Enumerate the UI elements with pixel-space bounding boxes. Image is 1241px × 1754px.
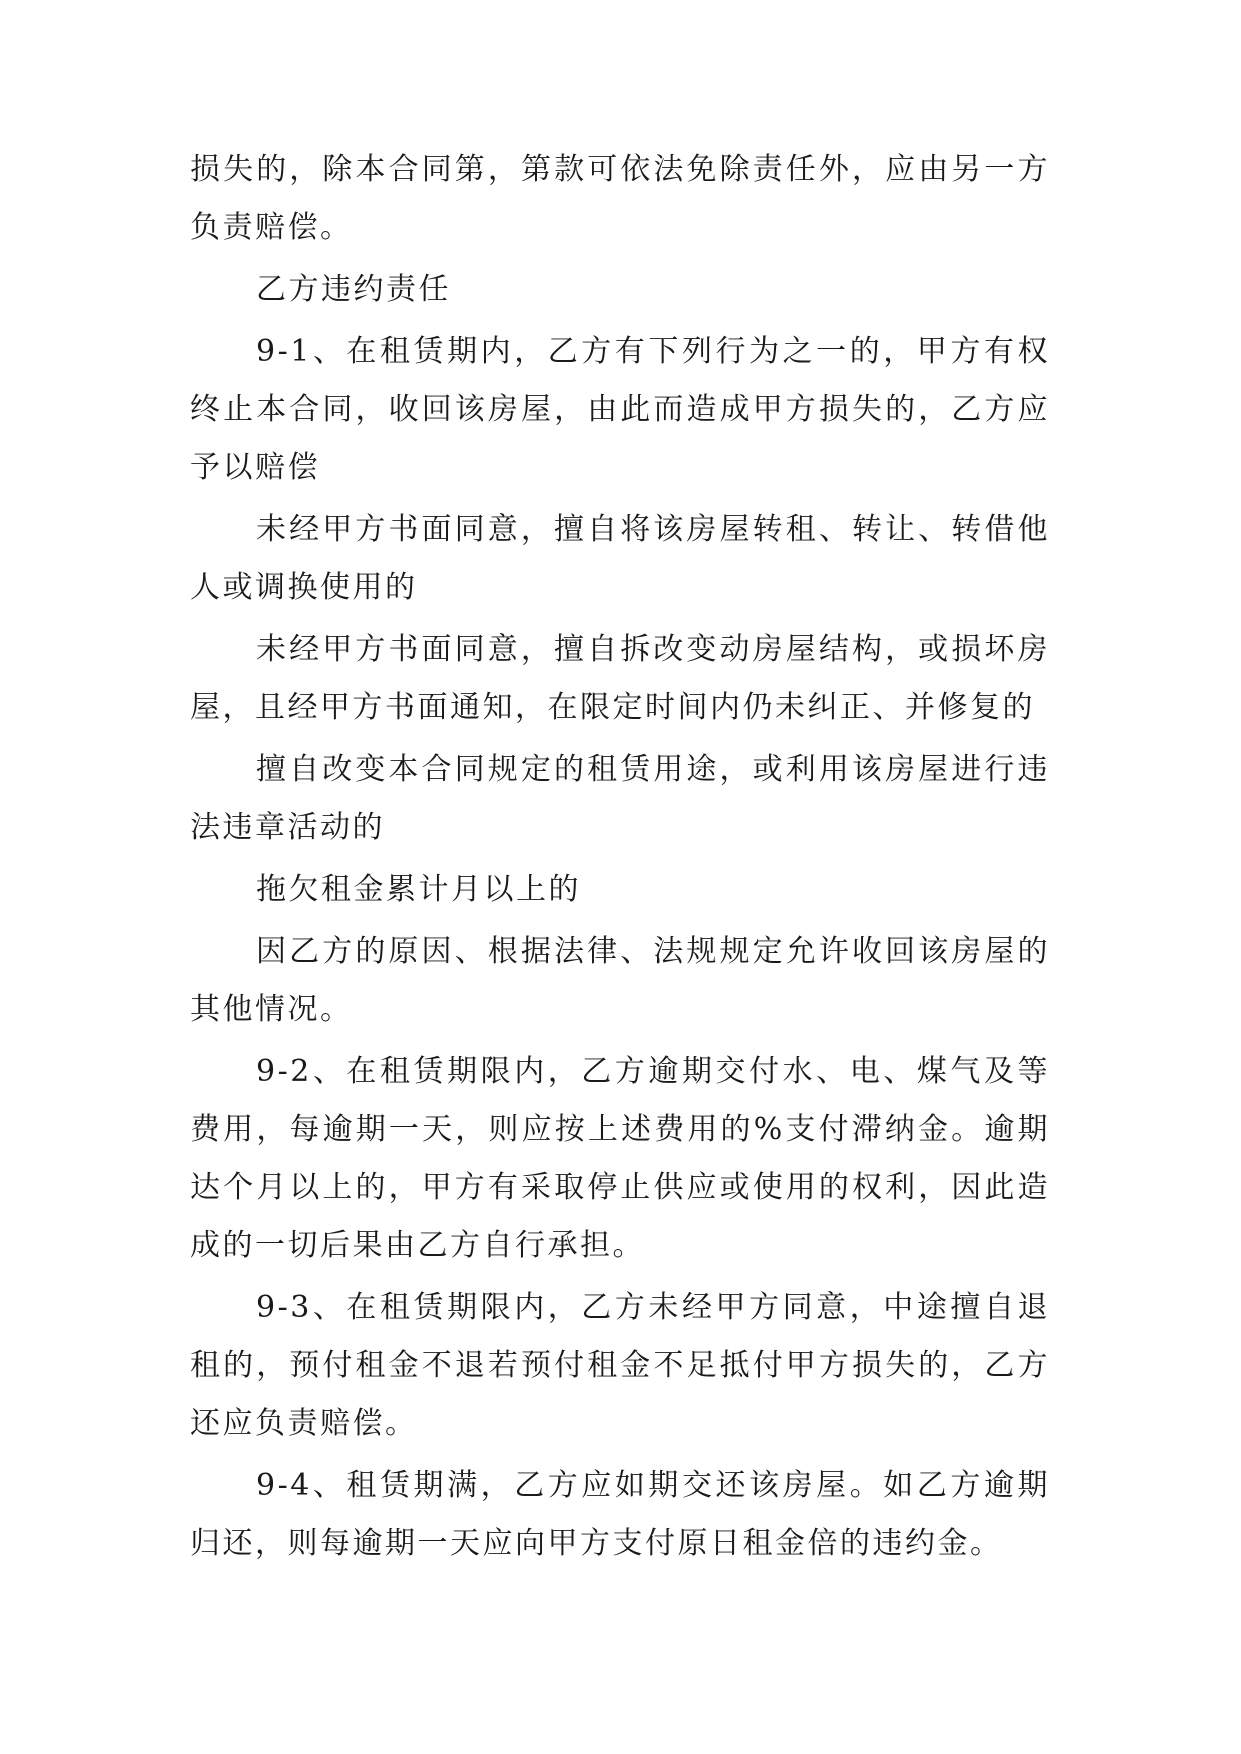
clause-item	[190, 861, 1050, 919]
clause-item	[190, 621, 1050, 737]
text-line: 乙方违约责任	[256, 272, 451, 307]
clause-item	[190, 501, 1050, 617]
clause-item	[190, 741, 1050, 857]
section-heading	[190, 261, 1050, 319]
text-line: 租的，预付租金不退若预付租金不足抵付甲方损失的，乙方	[190, 1348, 1050, 1383]
text-line: 予以赔偿	[190, 450, 320, 485]
text-line: 9-3、在租赁期限内，乙方未经甲方同意，中途擅自退	[256, 1290, 1050, 1325]
text-line: 9-2、在租赁期限内，乙方逾期交付水、电、煤气及等	[256, 1054, 1050, 1089]
text-line: 终止本合同，收回该房屋，由此而造成甲方损失的，乙方应	[190, 392, 1050, 427]
clause-item	[190, 923, 1050, 1039]
clause-9-2	[190, 1043, 1050, 1275]
text-line: 损失的，除本合同第，第款可依法免除责任外，应由另一方	[190, 152, 1050, 187]
text-line: 屋，且经甲方书面通知，在限定时间内仍未纠正、并修复的	[190, 690, 1035, 725]
text-line: 未经甲方书面同意，擅自将该房屋转租、转让、转借他	[256, 512, 1050, 547]
text-line: 拖欠租金累计月以上的	[256, 872, 581, 907]
text-line: 归还，则每逾期一天应向甲方支付原日租金倍的违约金。	[190, 1526, 1003, 1561]
document-body	[190, 141, 1050, 1573]
paragraph-continuation	[190, 141, 1050, 257]
text-line: 9-1、在租赁期内，乙方有下列行为之一的，甲方有权	[256, 334, 1050, 369]
text-line: 9-4、租赁期满，乙方应如期交还该房屋。如乙方逾期	[256, 1468, 1050, 1503]
clause-9-4	[190, 1457, 1050, 1573]
text-line: 达个月以上的，甲方有采取停止供应或使用的权利，因此造	[190, 1170, 1050, 1205]
text-line: 人或调换使用的	[190, 570, 418, 605]
clause-9-3	[190, 1279, 1050, 1453]
text-line: 因乙方的原因、根据法律、法规规定允许收回该房屋的	[256, 934, 1050, 969]
text-line: 未经甲方书面同意，擅自拆改变动房屋结构，或损坏房	[256, 632, 1050, 667]
text-line: 其他情况。	[190, 992, 353, 1027]
text-line: 负责赔偿。	[190, 210, 353, 245]
clause-9-1	[190, 323, 1050, 497]
text-line: 费用，每逾期一天，则应按上述费用的%支付滞纳金。逾期	[190, 1112, 1050, 1147]
text-line: 擅自改变本合同规定的租赁用途，或利用该房屋进行违	[256, 752, 1050, 787]
text-line: 成的一切后果由乙方自行承担。	[190, 1228, 645, 1263]
text-line: 法违章活动的	[190, 810, 385, 845]
text-line: 还应负责赔偿。	[190, 1406, 418, 1441]
